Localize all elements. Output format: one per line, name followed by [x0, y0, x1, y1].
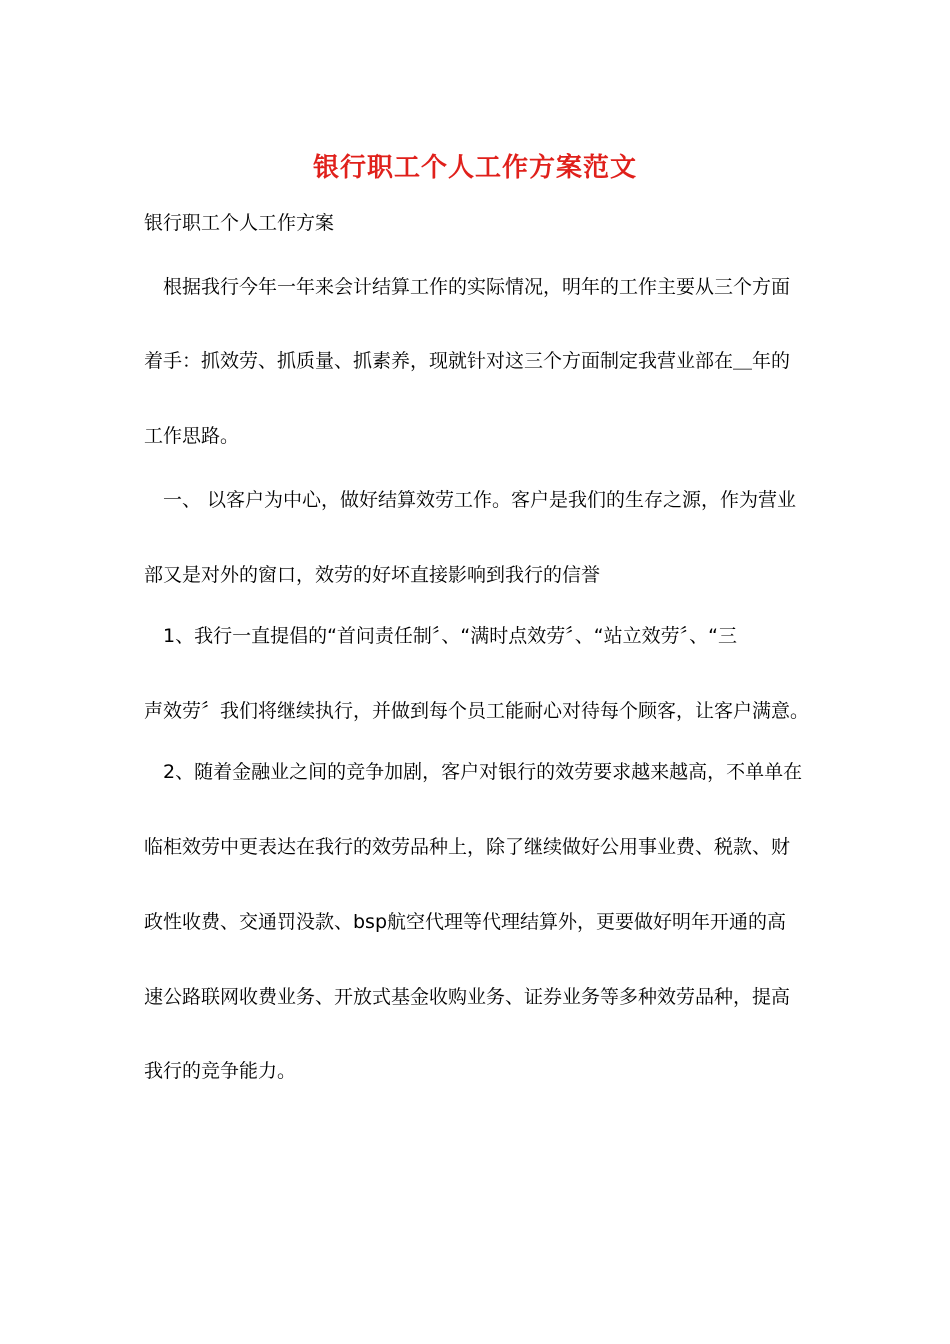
paragraph-line: 着手：抓效劳、抓质量、抓素养，现就针对这三个方面制定我营业部在＿年的 — [144, 350, 791, 372]
paragraph-line: 速公路联网收费业务、开放式基金收购业务、证券业务等多种效劳品种，提高 — [144, 986, 791, 1008]
paragraph-line: 根据我行今年一年来会计结算工作的实际情况，明年的工作主要从三个方面 — [163, 276, 791, 298]
paragraph-line: 部又是对外的窗口，效劳的好坏直接影响到我行的信誉 — [144, 564, 601, 586]
paragraph-line: 政性收费、交通罚没款、bsp航空代理等代理结算外，更要做好明年开通的高 — [144, 911, 787, 933]
paragraph-line: 工作思路。 — [144, 425, 240, 447]
list-item-line: 2、随着金融业之间的竞争加剧，客户对银行的效劳要求越来越高，不单单在 — [163, 761, 803, 783]
document-subtitle: 银行职工个人工作方案 — [144, 212, 335, 234]
list-item-line: 1、我行一直提倡的“首问责任制〞、“满时点效劳〞、“站立效劳〞、“三 — [163, 625, 737, 647]
paragraph-line: 声效劳〞我们将继续执行，并做到每个员工能耐心对待每个顾客，让客户满意。 — [144, 700, 810, 722]
paragraph-line: 临柜效劳中更表达在我行的效劳品种上，除了继续做好公用事业费、税款、财 — [144, 836, 791, 858]
paragraph-line: 我行的竞争能力。 — [144, 1060, 297, 1082]
section-heading-line: 一、 以客户为中心，做好结算效劳工作。客户是我们的生存之源，作为营业 — [163, 489, 797, 511]
document-title: 银行职工个人工作方案范文 — [312, 153, 637, 183]
